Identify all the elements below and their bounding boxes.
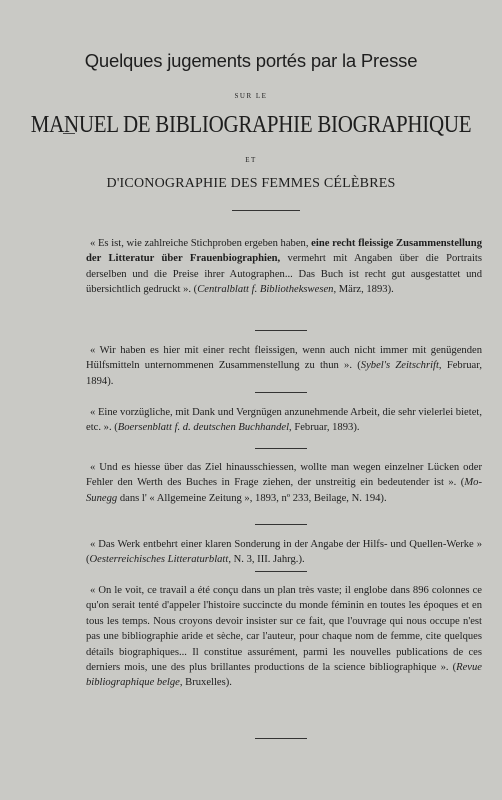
press-quote-3: « Eine vorzügliche, mit Dank und Vergnügen anzunehmende Arbeit, die sehr vielerlei bietet, etc. ». (Boersenblatt f. d. deutschen Buchhandel, Februar, 1893). [86,407,482,434]
title-divider [232,210,300,211]
press-quote-5: « Das Werk entbehrt einer klaren Sonderung in der Angabe der Hilfs- und Quellen-Werke » (Oesterreichisches Litteraturblatt, N. 3, III. Jahrg.). [86,539,482,566]
quote-divider [255,524,307,525]
press-quote-4: « Und es hiesse über das Ziel hinausschiessen, wollte man wegen einzelner Lücken oder Fehler den Werth des Buches in Frage ziehen, der unstreitig ein bedeutender ist ». (Mo-Sunegg dans l' « Allgemeine Zeitung », 1893, nº 233, Beilage, N. 194). [86,462,482,504]
book-title-line2: D'ICONOGRAPHIE DES FEMMES CÉLÈBRES [106,176,396,191]
book-title-line1: MANUEL DE BIBLIOGRAPHIE BIOGRAPHIQUE [30,109,472,139]
quote-divider [255,738,307,739]
quote-divider [255,571,307,572]
sur-le-label: SUR LE [234,92,268,100]
quote-divider [255,448,307,449]
press-quote-6: « On le voit, ce travail a été conçu dans un plan très vaste; il englobe dans 896 colonnes ce qu'on serait tenté d'appeler l'histoire succincte du monde féminin en toutes les époques et en tous les temps. Nous croyons devoir insister sur ce fait, que l'ouvrage qui nous occupe n'est pas une bibliographie aride et sèche, car l'auteur, pour chaque nom de femme, cite quelques détails biographiques... Il constitue assurément, parmi les nouvelles publications de ces derniers mois, une des plus brillantes productions de la science bibliographique ». (Revue bibliographique belge, Bruxelles). [86,585,482,689]
quote-divider [255,330,307,331]
quote-divider [255,392,307,393]
et-label: ET [245,156,257,164]
page-title: Quelques jugements portés par la Presse [84,50,418,71]
press-quote-1: « Es ist, wie zahlreiche Stichproben ergeben haben, eine recht fleissige Zusammenstellung der Litteratur über Frauenbiographien, vermehrt mit Angaben über die Portraits derselben und die Preise ihrer Autographen... Das Buch ist recht gut ausgestattet und übersichtlich gedruckt ». (Centralblatt f. Bibliothekswesen, März, 1893). [86,238,482,296]
press-quote-2: « Wir haben es hier mit einer recht fleissigen, wenn auch nicht immer mit genügenden Hülfsmitteln unternommenen Zusammenstellung zu thun ». (Sybel's Zeitschrift, Februar, 1894). [86,345,482,387]
